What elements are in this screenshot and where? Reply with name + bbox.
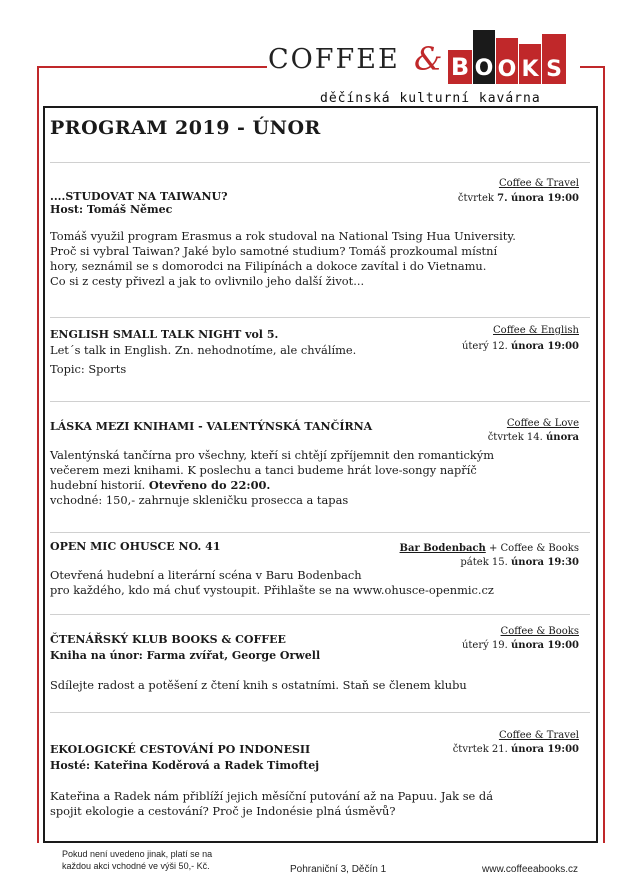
description-line: Tomáš využil program Erasmus a rok studoval na National Tsing Hua University.: [50, 229, 516, 243]
event-date-main: února 19:00: [511, 744, 579, 755]
divider: [50, 614, 590, 615]
event-date-day: čtvrtek 14.: [487, 432, 543, 443]
event-description: [50, 678, 467, 693]
event-host: Host: Tomáš Němec: [50, 203, 173, 216]
footer-note-line: Pokud není uvedeno jinak, platí se na: [62, 849, 213, 859]
description-text: hudební historií.: [50, 478, 146, 492]
tagline: děčínská kulturní kavárna: [320, 91, 541, 106]
description-line: pro každého, kdo má chuť vystoupit. Přihlašte se na www.ohusce-openmic.cz: [50, 583, 494, 597]
event-description: [50, 229, 516, 289]
description-line: Topic: Sports: [50, 362, 127, 376]
event-host: Hosté: Kateřina Koděrová a Radek Timoftej: [50, 759, 320, 772]
description-line: Proč si vybral Taiwan? Jaké bylo samotné studium? Tomáš prozkoumal místní: [50, 244, 498, 258]
event-date: [453, 744, 579, 755]
footer-website-link[interactable]: www.coffeeabooks.cz: [482, 864, 578, 875]
event-date-main: února 19:00: [511, 640, 579, 651]
page-title: PROGRAM 2019 - ÚNOR: [50, 117, 321, 139]
event-category: Coffee & English: [493, 325, 579, 336]
event-date-day: úterý 12.: [461, 341, 508, 352]
event-date: [488, 432, 579, 443]
event-date-main: února 19:30: [511, 557, 579, 568]
event-date: [460, 557, 579, 568]
opening-hours-note: Otevřeno do 22:00.: [148, 478, 271, 492]
logo-letter-k: K: [519, 44, 541, 84]
event-title: ....STUDOVAT NA TAIWANU?: [50, 190, 228, 203]
coffee-and-books-logo: [268, 20, 588, 90]
logo-letter-b: B: [448, 50, 472, 84]
event-title: EKOLOGICKÉ CESTOVÁNÍ PO INDONESII: [50, 743, 311, 756]
description-line: večerem mezi knihami. K poslechu a tanci budeme hrát love-songy napříč: [50, 463, 477, 477]
footer-entry-note: [62, 848, 212, 872]
event-description: [50, 789, 493, 819]
event-category-venue: Bar Bodenbach: [399, 543, 486, 554]
event-category: [400, 543, 579, 554]
event-title: LÁSKA MEZI KNIHAMI - VALENTÝNSKÁ TANČÍRNA: [50, 420, 373, 433]
event-description: [50, 448, 494, 508]
description-line: Let´s talk in English. Zn. nehodnotíme, ale chválíme.: [50, 343, 357, 357]
event-date-main: 7. února 19:00: [497, 193, 579, 204]
description-line: [50, 478, 494, 493]
entry-fee-line: vchodné: 150,- zahrnuje skleničku prosecca a tapas: [50, 493, 349, 507]
event-date-main: února: [546, 432, 579, 443]
description-line: Co si z cesty přivezl a jak to ovlivnilo jeho další život...: [50, 274, 365, 288]
event-title: ENGLISH SMALL TALK NIGHT vol 5.: [50, 328, 279, 341]
description-line: hory, seznámil se s domorodci na Filipínách a dokoce zavítal i do Vietnamu.: [50, 259, 487, 273]
description-line: Sdílejte radost a potěšení z čtení knih s ostatními. Staň se členem klubu: [50, 678, 467, 692]
event-date: [458, 193, 579, 204]
logo-letter-s: S: [542, 34, 566, 84]
event-category: Coffee & Books: [500, 626, 579, 637]
event-title: OPEN MIC OHUSCE NO. 41: [50, 540, 221, 553]
event-description: [50, 343, 356, 377]
event-category: Coffee & Travel: [498, 178, 579, 189]
divider: [50, 712, 590, 713]
logo-letter-o: O: [496, 38, 518, 84]
event-date: [462, 640, 579, 651]
event-date-main: února 19:00: [511, 341, 579, 352]
divider: [50, 532, 590, 533]
description-line: Kateřina a Radek nám přiblíží jejich měsíční putování až na Papuu. Jak se dá: [50, 789, 493, 803]
logo-word-coffee: COFFEE: [268, 44, 400, 75]
event-description: [50, 568, 494, 598]
event-category: Coffee & Love: [506, 418, 579, 429]
event-date-day: pátek 15.: [460, 557, 508, 568]
logo-ampersand: &: [414, 40, 443, 78]
event-category: Coffee & Travel: [498, 730, 579, 741]
outer-frame-left: [37, 66, 39, 843]
description-line: Valentýnská tančírna pro všechny, kteří si chtějí zpříjemnit den romantickým: [50, 448, 495, 462]
event-title: ČTENÁŘSKÝ KLUB BOOKS & COFFEE: [50, 633, 286, 646]
event-date: [462, 341, 579, 352]
event-date-day: úterý 19.: [461, 640, 508, 651]
event-date-day: čtvrtek 21.: [452, 744, 508, 755]
footer-note-line: každou akci vchodné ve výši 50,- Kč.: [62, 861, 210, 871]
divider: [50, 401, 590, 402]
event-date-day: čtvrtek: [457, 193, 494, 204]
divider: [50, 317, 590, 318]
event-category-rest: + Coffee & Books: [485, 543, 579, 554]
event-book: Kniha na únor: Farma zvířat, George Orwell: [50, 649, 321, 662]
footer-address: Pohraniční 3, Děčín 1: [290, 864, 387, 875]
outer-frame-right: [603, 66, 605, 843]
outer-frame-top-left: [37, 66, 267, 68]
description-line: spojit ekologie a cestování? Proč je Indonésie plná úsměvů?: [50, 804, 396, 818]
logo-letter-o: O: [473, 30, 495, 84]
description-line: Otevřená hudební a literární scéna v Baru Bodenbach: [50, 568, 362, 582]
divider: [50, 162, 590, 163]
